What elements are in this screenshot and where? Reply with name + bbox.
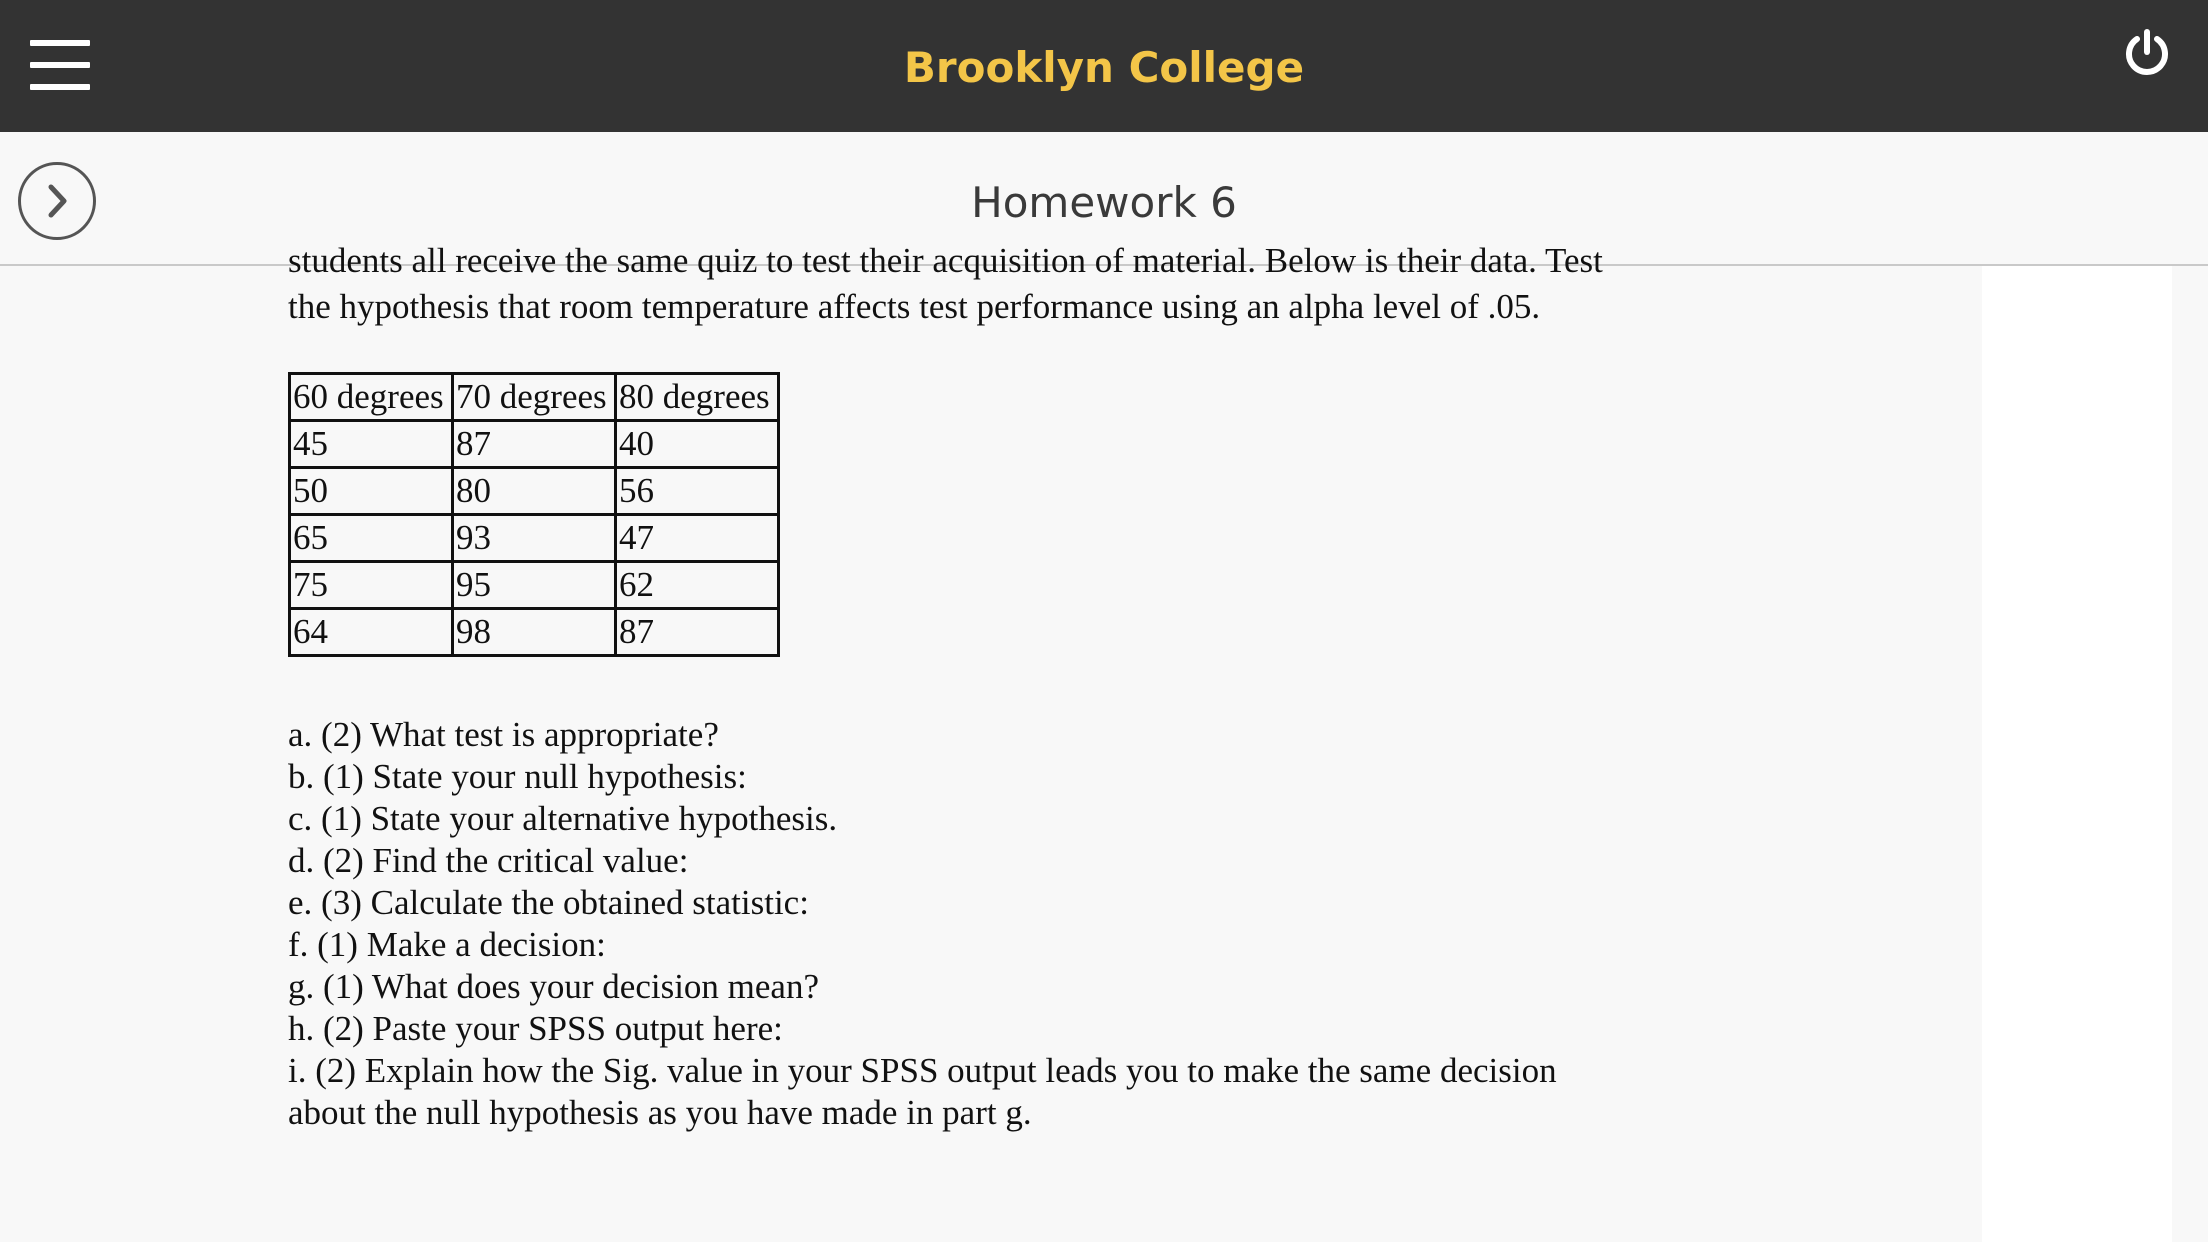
table-cell: 87 xyxy=(453,421,616,468)
table-header-cell: 60 degrees xyxy=(290,374,453,421)
chevron-right-circle-icon[interactable] xyxy=(18,162,96,240)
page-title: Homework 6 xyxy=(971,178,1237,227)
table-cell: 47 xyxy=(616,515,779,562)
table-cell: 50 xyxy=(290,468,453,515)
table-row xyxy=(290,562,779,609)
power-icon[interactable] xyxy=(2120,26,2174,80)
menu-line xyxy=(30,84,90,90)
table-cell: 64 xyxy=(290,609,453,656)
table-header-cell: 80 degrees xyxy=(616,374,779,421)
table-cell: 95 xyxy=(453,562,616,609)
right-blank-panel xyxy=(1982,266,2172,1242)
question-item: b. (1) State your null hypothesis: xyxy=(288,757,747,796)
table-header-row xyxy=(290,374,779,421)
menu-line xyxy=(30,62,90,68)
table-cell: 62 xyxy=(616,562,779,609)
table-cell: 45 xyxy=(290,421,453,468)
table-row xyxy=(290,609,779,656)
question-item: h. (2) Paste your SPSS output here: xyxy=(288,1009,783,1048)
table-row xyxy=(290,468,779,515)
question-item: g. (1) What does your decision mean? xyxy=(288,967,819,1006)
top-bar xyxy=(0,0,2208,132)
question-item: i. (2) Explain how the Sig. value in your SPSS output leads you to make the same decision xyxy=(288,1051,1557,1090)
table-row xyxy=(290,515,779,562)
table-cell: 40 xyxy=(616,421,779,468)
table-row xyxy=(290,421,779,468)
question-list xyxy=(288,714,1557,1134)
table-cell: 98 xyxy=(453,609,616,656)
document-viewer[interactable] xyxy=(0,241,1982,1242)
table-cell: 75 xyxy=(290,562,453,609)
question-item: d. (2) Find the critical value: xyxy=(288,841,689,880)
table-cell: 56 xyxy=(616,468,779,515)
question-item: c. (1) State your alternative hypothesis. xyxy=(288,799,838,838)
hamburger-menu-icon[interactable] xyxy=(30,40,90,92)
table-cell: 87 xyxy=(616,609,779,656)
intro-text-line: the hypothesis that room temperature affects test performance using an alpha level of .05. xyxy=(288,287,1541,326)
table-cell: 93 xyxy=(453,515,616,562)
question-item: about the null hypothesis as you have made in part g. xyxy=(288,1093,1032,1132)
app-title: Brooklyn College xyxy=(903,43,1305,92)
question-item: e. (3) Calculate the obtained statistic: xyxy=(288,883,809,922)
table-header-cell: 70 degrees xyxy=(453,374,616,421)
data-table xyxy=(288,372,780,657)
question-item: a. (2) What test is appropriate? xyxy=(288,715,719,754)
menu-line xyxy=(30,40,90,46)
question-item: f. (1) Make a decision: xyxy=(288,925,606,964)
table-cell: 80 xyxy=(453,468,616,515)
cut-off-text-line: students all receive the same quiz to test their acquisition of material. Below is their data. Test xyxy=(288,241,1603,280)
table-cell: 65 xyxy=(290,515,453,562)
